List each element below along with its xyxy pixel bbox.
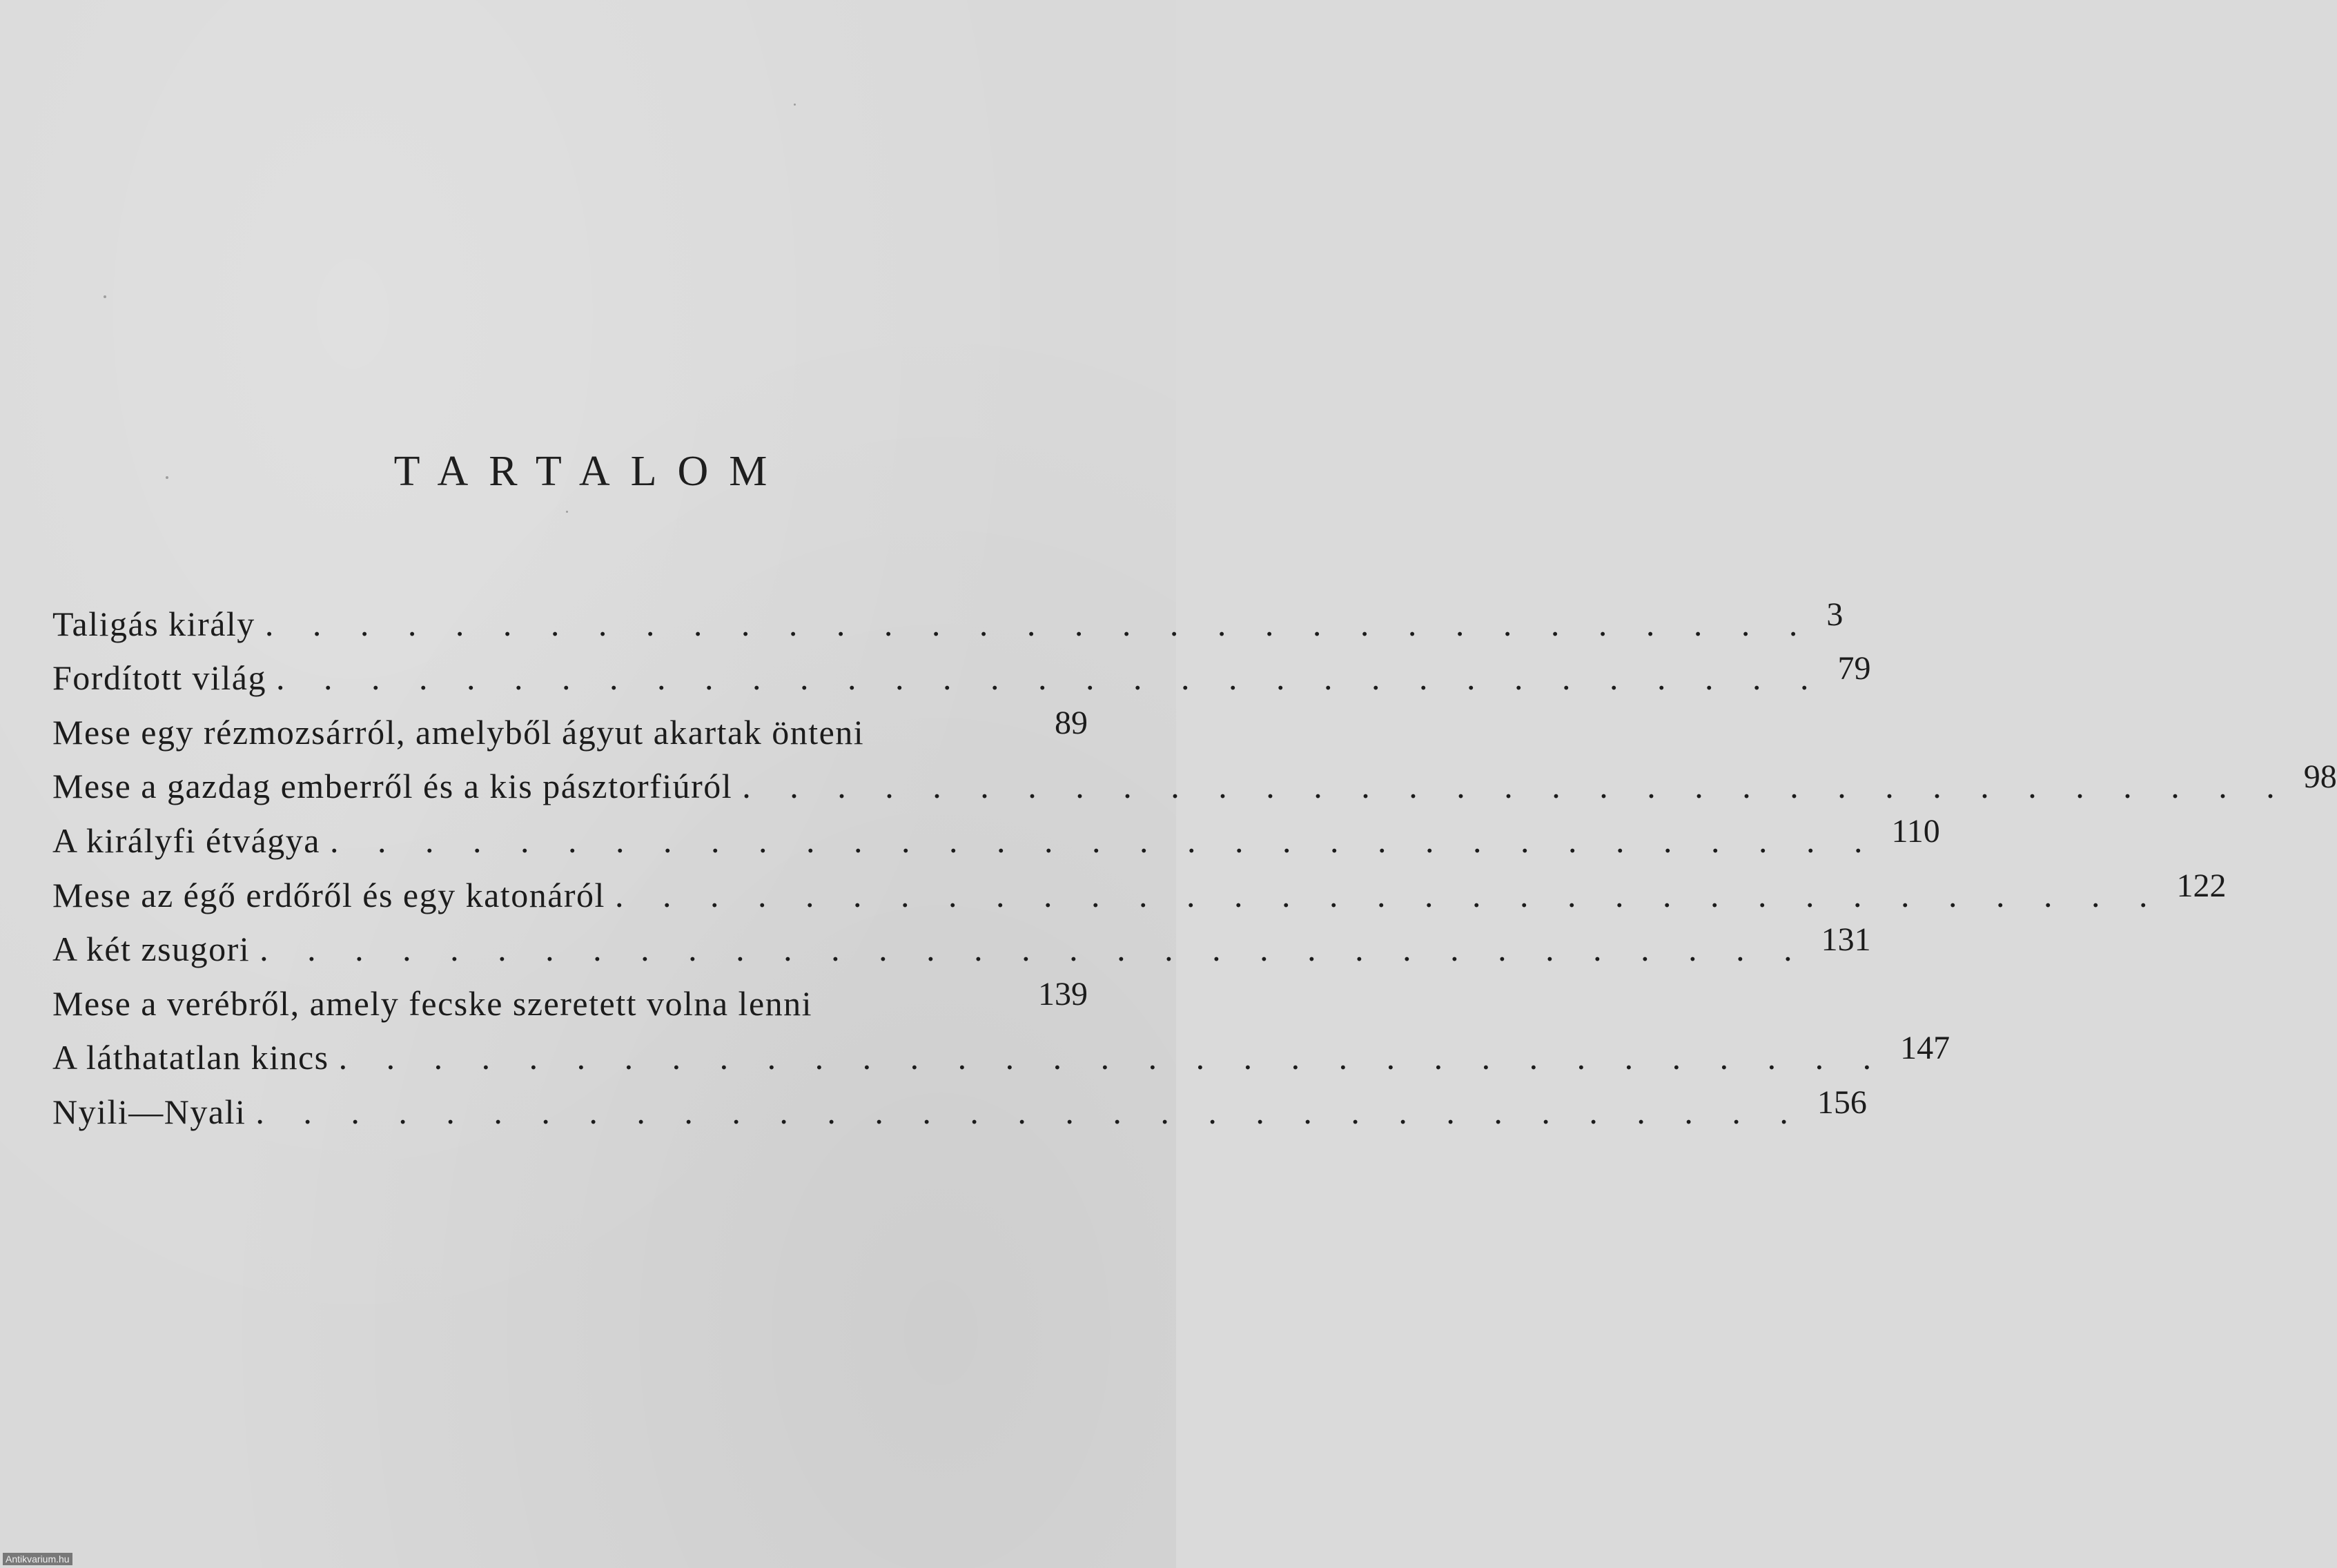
toc-entry[interactable] xyxy=(52,912,1871,969)
paper-speck xyxy=(104,295,106,298)
toc-entry[interactable] xyxy=(52,641,1871,698)
toc-entry-title: Mese a verébről, amely fecske szeretett volna lenni xyxy=(52,983,813,1023)
toc-entry-page: 89 xyxy=(1055,704,1088,741)
toc-entry[interactable] xyxy=(52,1021,1950,1077)
toc-entry[interactable] xyxy=(52,587,1844,643)
toc-entry[interactable] xyxy=(52,858,2227,914)
toc-entry-title: Taligás király xyxy=(52,604,255,643)
toc-entry-title: A két zsugori xyxy=(52,930,251,969)
toc-entry-page: 131 xyxy=(1821,921,1871,959)
leader-dots: . . . . . . . . . . . . . . . . . . . . . . . . . . . . . . . . . xyxy=(276,658,1824,698)
watermark: Antikvarium.hu xyxy=(3,1553,72,1565)
leader-dots: . . . . . . . . . . . . . . . . . . . . . . . . . . . . . . . . . xyxy=(338,1038,1887,1077)
toc-entry-title: A láthatatlan kincs xyxy=(52,1038,329,1077)
paper-speck xyxy=(566,511,568,513)
leader-dots: . . . . . . . . . . . . . . . . . . . . . . . . . . . . . . . . . xyxy=(330,821,1878,860)
toc-entry-page: 156 xyxy=(1817,1084,1867,1121)
toc-entry[interactable] xyxy=(52,1075,1867,1131)
toc-entry-title: Nyili—Nyali xyxy=(52,1092,246,1131)
toc-entry-title: Mese a gazdag emberről és a kis pásztorfiúról xyxy=(52,767,733,806)
leader-dots: . . . . . . . . . . . . . . . . . . . . . . . . . . . . . . . . . xyxy=(264,604,1813,643)
toc-entry[interactable] xyxy=(52,803,1940,860)
leader-dots: . . . . . . . . . . . . . . . . . . . . . . . . . . . . . . . . . xyxy=(260,930,1808,969)
paper-speck xyxy=(794,104,796,106)
toc-entry-title: A királyfi étvágya xyxy=(52,821,320,860)
toc-entry-title: Fordított világ xyxy=(52,658,266,698)
toc-entry-page: 147 xyxy=(1900,1030,1950,1067)
toc-entry-title: Mese az égő erdőről és egy katonáról xyxy=(52,875,605,914)
toc-entry-page: 110 xyxy=(1891,812,1940,850)
toc-entry-page: 3 xyxy=(1826,596,1844,633)
toc-entry[interactable] xyxy=(52,966,1088,1021)
leader-dots: . . . . . . . . . . . . . . . . . . . . . . . . . . . . . . . . . xyxy=(742,767,2290,806)
page-title: TARTALOM xyxy=(393,448,788,495)
toc-entry-page: 122 xyxy=(2176,867,2227,904)
toc-entry-page: 139 xyxy=(1038,975,1088,1012)
leader-dots: . . . . . . . . . . . . . . . . . . . . . . . . . . . . . . . . . xyxy=(255,1092,1803,1131)
toc-entry-page: 79 xyxy=(1837,650,1871,687)
table-of-contents xyxy=(52,587,2337,1131)
toc-entry[interactable] xyxy=(52,749,2337,806)
toc-entry-title: Mese egy rézmozsárról, amelyből ágyut akartak önteni xyxy=(52,712,865,752)
toc-entry-page: 98 xyxy=(2303,758,2337,796)
leader-dots: . . . . . . . . . . . . . . . . . . . . . . . . . . . . . . . . . xyxy=(614,875,2163,914)
toc-entry[interactable] xyxy=(52,695,1088,752)
